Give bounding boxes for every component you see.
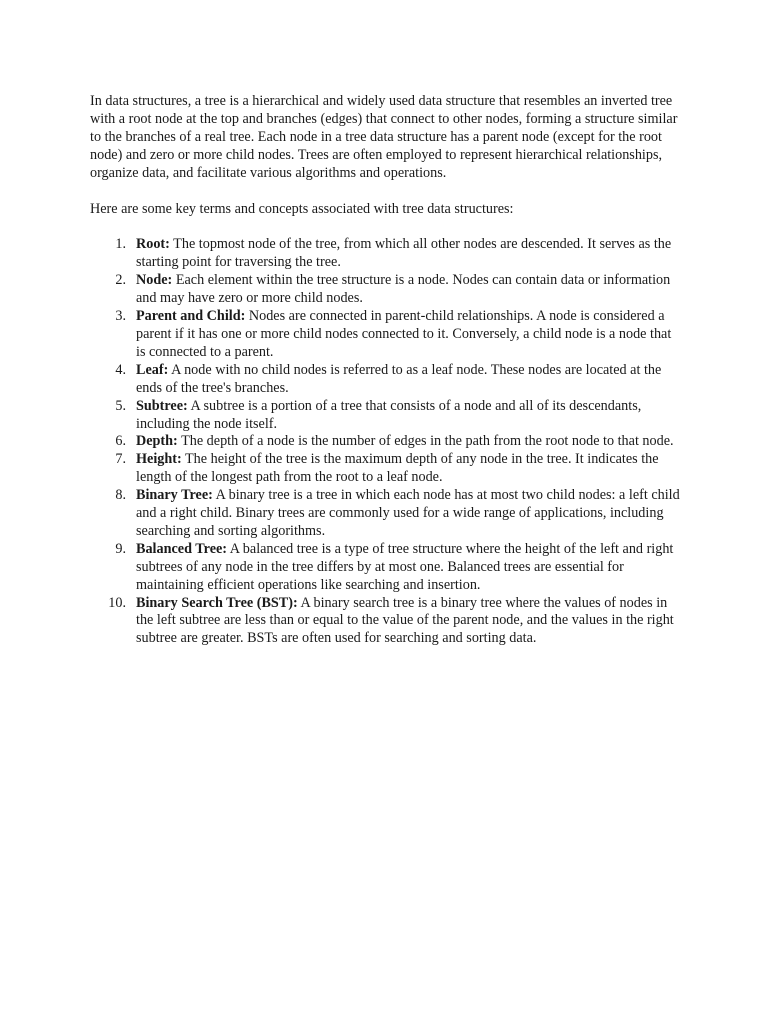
term-number: 4.: [115, 361, 126, 378]
lead-in-paragraph: Here are some key terms and concepts associated with tree data structures:: [90, 200, 514, 217]
term-name: Node:: [136, 272, 173, 289]
term-name: Subtree:: [136, 397, 188, 414]
term-item-node: [90, 272, 682, 308]
term-item-subtree: [90, 398, 682, 434]
term-item-parent-and-child: [90, 308, 682, 362]
term-name: Root:: [136, 236, 170, 253]
term-description: The height of the tree is the maximum depth of any node in the tree. It indicates the length of the longest path from the root to a leaf node.: [136, 451, 659, 486]
term-description: A node with no child nodes is referred to as a leaf node. These nodes are located at the ends of the tree's branches.: [136, 361, 662, 396]
term-description: A binary search tree is a binary tree where the values of nodes in the left subtree are less than or equal to the value of the parent node, and the values in the right subtree are greater. BSTs are often used for searching and sorting data.: [136, 594, 674, 647]
term-number: 8.: [115, 487, 126, 504]
term-number: 1.: [115, 236, 126, 253]
term-description: The depth of a node is the number of edges in the path from the root node to that node.: [177, 433, 674, 450]
term-item-leaf: [90, 362, 682, 398]
term-item-balanced-tree: [90, 541, 682, 595]
term-item-root: [90, 236, 682, 272]
term-item-depth: [90, 433, 682, 451]
term-number: 9.: [115, 540, 126, 557]
term-number: 2.: [115, 272, 126, 289]
term-description: A balanced tree is a type of tree structure where the height of the left and right subtrees of any node in the tree differs by at most one. Balanced trees are essential for maintaining efficient operations like searching and insertion.: [136, 540, 674, 593]
term-description: The topmost node of the tree, from which all other nodes are descended. It serves as the starting point for traversing the tree.: [136, 236, 672, 271]
document-page: [90, 93, 682, 648]
term-number: 10.: [108, 594, 126, 611]
term-item-binary-tree: [90, 487, 682, 541]
term-name: Depth:: [136, 433, 178, 450]
term-description: A subtree is a portion of a tree that consists of a node and all of its descendants, including the node itself.: [136, 397, 642, 432]
term-name: Balanced Tree:: [136, 540, 228, 557]
term-description: Nodes are connected in parent-child relationships. A node is considered a parent if it has one or more child nodes connected to it. Conversely, a child node is a node that is connected to a parent.: [136, 308, 672, 360]
term-number: 5.: [115, 397, 126, 414]
term-name: Binary Search Tree (BST):: [136, 594, 298, 611]
term-number: 6.: [115, 433, 126, 450]
term-description: Each element within the tree structure is a node. Nodes can contain data or information and may have zero or more child nodes.: [136, 272, 671, 307]
term-item-height: [90, 451, 682, 487]
term-name: Leaf:: [136, 361, 169, 378]
term-name: Height:: [136, 451, 182, 468]
term-number: 3.: [115, 308, 126, 325]
term-number: 7.: [115, 451, 126, 468]
term-name: Binary Tree:: [136, 487, 213, 504]
term-item-binary-search-tree: [90, 595, 682, 649]
term-name: Parent and Child:: [136, 308, 246, 325]
terms-list: [90, 236, 682, 648]
intro-paragraph: In data structures, a tree is a hierarchical and widely used data structure that resembles an inverted tree with a root node at the top and branches (edges) that connect to other nodes, forming a structure similar to the branches of a real tree. Each node in a tree data structure has a parent node (except for the root node) and zero or more child nodes. Trees are often employed to represent hierarchical relationships, organize data, and facilitate various algorithms and operations.: [90, 93, 678, 181]
term-description: A binary tree is a tree in which each node has at most two child nodes: a left child and a right child. Binary trees are commonly used for a wide range of applications, including searching and sorting algorithms.: [136, 487, 680, 539]
